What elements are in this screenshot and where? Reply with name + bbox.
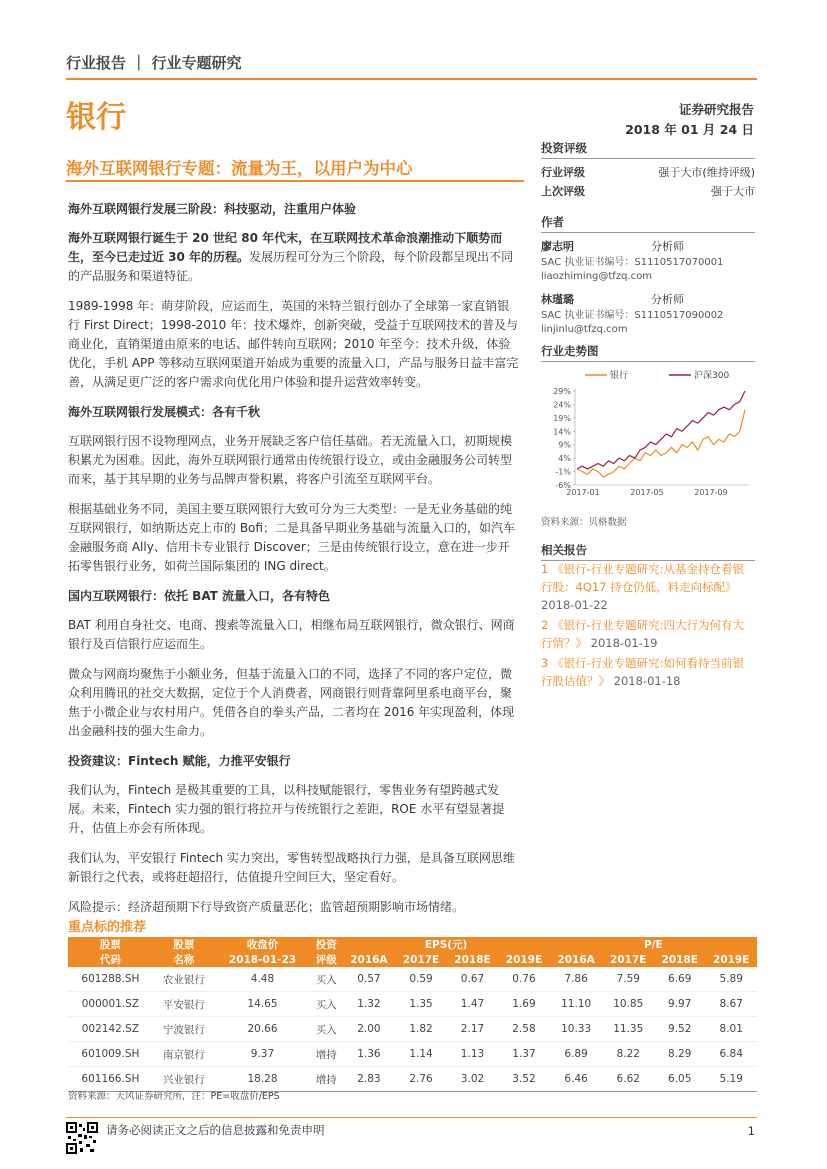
y-tick-label: 19% <box>553 413 571 423</box>
legend-label: 银行 <box>610 371 629 381</box>
section-heading-3: 国内互联网银行：依托 BAT 流量入口，各有特色 <box>68 589 331 603</box>
table-cell: 6.05 <box>654 1067 705 1092</box>
table-cell: 0.76 <box>498 967 549 992</box>
y-tick-label: 29% <box>553 387 571 396</box>
table-cell: 2.58 <box>498 1017 549 1042</box>
th: 2019E <box>498 952 549 967</box>
table-cell: 1.14 <box>395 1042 446 1067</box>
footer-divider <box>66 1117 757 1118</box>
related-list <box>541 560 755 692</box>
table-cell: 农业银行 <box>153 967 215 992</box>
y-tick-label: -1% <box>555 467 571 477</box>
th: 2019E <box>705 952 757 967</box>
table-cell: 20.66 <box>215 1017 310 1042</box>
paragraph: 1989-1998 年：萌芽阶段，应运而生，英国的米特兰银行创办了全球第一家直销银行 First Direct；1998-2010 年：技术爆炸，创新突破，受益于互联网技术的普及与商业化，直销渠道由原来的电话、邮件转向互联网；2010 年至今：技术升级，体验优化，手机 APP 等移动互联网渠道开始成为重要的流量入口，产品与服务日益丰富完善，从满足更广泛的客户需求向优化用户体验和提升运营效率转变。 <box>68 299 519 389</box>
table-cell: 11.35 <box>603 1017 654 1042</box>
th: 股票 <box>68 937 153 952</box>
table-cell: 2.76 <box>395 1067 446 1092</box>
header-divider <box>66 78 757 80</box>
related-title[interactable]: 3 《银行-行业专题研究:如何看待当前银行股估值？》 <box>541 656 744 688</box>
th: 2018-01-23 <box>215 952 310 967</box>
table-cell: 2.17 <box>447 1017 498 1042</box>
table-cell: 601288.SH <box>68 967 153 992</box>
table-cell: 9.37 <box>215 1042 310 1067</box>
analyst-name: 廖志明 <box>541 240 574 253</box>
table-cell: 8.01 <box>705 1017 757 1042</box>
th: 投资 <box>310 937 343 952</box>
industry-rating-row <box>541 163 755 182</box>
analyst-card <box>541 290 755 337</box>
y-tick-label: 9% <box>558 440 571 450</box>
related-date: 2018-01-19 <box>590 636 658 650</box>
table-cell: 8.29 <box>654 1042 705 1067</box>
paragraph: BAT 利用自身社交、电商、搜索等流量入口，相继布局互联网银行，微众银行、网商银行及百信银行应运而生。 <box>68 618 515 651</box>
analyst-sac: SAC 执业证书编号：S1110517090002 <box>541 310 724 321</box>
x-tick-label: 2017-05 <box>630 488 664 497</box>
analyst-role: 分析师 <box>651 240 684 253</box>
table-cell: 1.37 <box>498 1042 549 1067</box>
legend-label: 沪深300 <box>694 371 730 381</box>
table-cell: 18.28 <box>215 1067 310 1092</box>
related-date: 2018-01-18 <box>613 674 681 688</box>
qr-code-icon <box>66 1122 98 1154</box>
related-heading: 相关报告 <box>541 542 755 561</box>
table-cell: 平安银行 <box>153 992 215 1017</box>
prev-rating-value: 强于大市 <box>711 185 755 198</box>
table-cell: 买入 <box>310 1017 343 1042</box>
table-cell: 1.69 <box>498 992 549 1017</box>
th: 2018E <box>654 952 705 967</box>
table-cell: 宁波银行 <box>153 1017 215 1042</box>
paragraph: 我们认为，平安银行 Fintech 实力突出，零售转型战略执行力强，是具备互联网思维新银行之代表，或将赶超招行，估值提升空间巨大，坚定看好。 <box>68 851 515 884</box>
prev-rating-label: 上次评级 <box>541 185 585 198</box>
paragraph: 微众与网商均聚焦于小额业务，但基于流量入口的不同，选择了不同的客户定位，微众利用腾讯的社交大数据，定位于个人消费者，网商银行则背靠阿里系电商平台，聚焦于小微企业与农村用户。凭借各自的拳头产品，二者均在 2016 年实现盈利，体现出金融科技的强大生命力。 <box>68 667 515 738</box>
rating-panel <box>541 140 755 201</box>
table-note: 资料来源：天风证券研究所，注：PE=收盘价/EPS <box>68 1091 280 1102</box>
table-cell: 1.13 <box>447 1042 498 1067</box>
page-number: 1 <box>747 1124 755 1138</box>
stock-table <box>68 937 757 1092</box>
table-header-row-1 <box>68 937 757 952</box>
table-cell: 11.10 <box>550 992 603 1017</box>
table-cell: 14.65 <box>215 992 310 1017</box>
title-divider <box>66 180 524 182</box>
report-title: 海外互联网银行专题：流量为王，以用户为中心 <box>66 159 413 178</box>
table-cell: 买入 <box>310 992 343 1017</box>
table-cell: 兴业银行 <box>153 1067 215 1092</box>
th: 评级 <box>310 952 343 967</box>
related-date: 2018-01-22 <box>541 598 608 612</box>
related-title[interactable]: 2 《银行-行业专题研究:四大行为何有大行情？》 <box>541 618 744 650</box>
section-heading-2: 海外互联网银行发展模式：各有千秋 <box>68 405 261 419</box>
table-cell: 1.32 <box>342 992 395 1017</box>
footer-disclaimer: 请务必阅读正文之后的信息披露和免责申明 <box>106 1123 325 1137</box>
analyst-name: 林瑾璐 <box>541 293 574 306</box>
chart-source: 资料来源：贝格数据 <box>541 517 627 528</box>
table-cell: 0.59 <box>395 967 446 992</box>
y-tick-label: 4% <box>558 454 571 464</box>
sector-title: 银行 <box>66 100 126 135</box>
breadcrumb: 行业报告 ｜ 行业专题研究 <box>66 54 242 72</box>
table-cell: 002142.SZ <box>68 1017 153 1042</box>
rating-heading: 投资评级 <box>541 140 755 159</box>
related-title[interactable]: 1 《银行-行业专题研究:从基金持仓看银行股：4Q17 持仓仍低，料走向标配》 <box>541 562 744 594</box>
related-report[interactable] <box>541 560 755 614</box>
table-cell: 6.69 <box>654 967 705 992</box>
paragraph: 互联网银行因不设物理网点，业务开展缺乏客户信任基础。若无流量入口，初期规模积累尤为困难。因此，海外互联网银行通常由传统银行设立，或由金融服务公司转型而来，基于其早期的业务与品牌声誉积累，将客户引流至互联网平台。 <box>68 434 513 486</box>
table-cell: 4.48 <box>215 967 310 992</box>
table-cell: 1.35 <box>395 992 446 1017</box>
x-tick-label: 2017-01 <box>566 488 600 497</box>
table-cell: 5.89 <box>705 967 757 992</box>
table-cell: 8.67 <box>705 992 757 1017</box>
trend-heading: 行业走势图 <box>541 343 755 362</box>
paragraph: 根据基础业务不同，美国主要互联网银行大致可分为三大类型：一是无业务基础的纯互联网银行，如纳斯达克上市的 Bofi；二是具备早期业务基础与流量入口的，如汽车金融服务商 Ally、信用卡专业银行 Discover；三是由传统银行设立，意在进一步开拓零售银行业务，如荷兰国际集团的 ING direct。 <box>68 502 515 573</box>
table-cell: 增持 <box>310 1067 343 1092</box>
table-cell: 8.22 <box>603 1042 654 1067</box>
analyst-role: 分析师 <box>651 293 684 306</box>
related-report[interactable] <box>541 616 755 652</box>
table-cell: 2.83 <box>342 1067 395 1092</box>
trend-panel <box>541 343 755 366</box>
y-tick-label: 14% <box>553 427 571 437</box>
table-cell: 000001.SZ <box>68 992 153 1017</box>
table-cell: 0.67 <box>447 967 498 992</box>
table-cell: 601009.SH <box>68 1042 153 1067</box>
th: 2017E <box>395 952 446 967</box>
analyst-sac: SAC 执业证书编号：S1110517070001 <box>541 257 724 268</box>
table-cell: 3.52 <box>498 1067 549 1092</box>
table-cell: 10.85 <box>603 992 654 1017</box>
table-cell: 南京银行 <box>153 1042 215 1067</box>
series-line-bank <box>577 410 745 477</box>
table-cell: 601166.SH <box>68 1067 153 1092</box>
table-cell: 10.33 <box>550 1017 603 1042</box>
table-cell: 3.02 <box>447 1067 498 1092</box>
table-cell: 6.46 <box>550 1067 603 1092</box>
x-tick-label: 2017-09 <box>694 488 728 497</box>
th-pe: P/E <box>550 937 757 952</box>
table-header-row-2 <box>68 952 757 967</box>
table-cell: 1.36 <box>342 1042 395 1067</box>
th: 2017E <box>603 952 654 967</box>
report-date: 2018 年 01 月 24 日 <box>625 122 754 137</box>
table-cell: 0.57 <box>342 967 395 992</box>
prev-rating-row <box>541 182 755 201</box>
paragraph: 风险提示：经济超预期下行导致资产质量恶化；监管超预期影响市场情绪。 <box>68 900 465 914</box>
table-title: 重点标的推荐 <box>68 920 147 935</box>
table-cell: 7.59 <box>603 967 654 992</box>
section-heading-4: 投资建议：Fintech 赋能，力推平安银行 <box>68 754 291 768</box>
th: 股票 <box>153 937 215 952</box>
industry-rating-value: 强于大市(维持评级) <box>658 166 755 179</box>
table-cell: 买入 <box>310 967 343 992</box>
paragraph-bold: 海外互联网银行诞生于 20 世纪 80 年代末，在互联网技术革命浪潮推动下顺势而生，至今已走过近 30 年的历程。 <box>68 231 503 264</box>
table-row <box>68 1017 757 1042</box>
y-tick-label: -6% <box>555 481 571 490</box>
related-report[interactable] <box>541 654 755 690</box>
table-row <box>68 967 757 992</box>
th-eps: EPS(元) <box>342 937 549 952</box>
table-cell: 5.19 <box>705 1067 757 1092</box>
th: 2018E <box>447 952 498 967</box>
table-cell: 6.84 <box>705 1042 757 1067</box>
paragraph-rest: 发展历程可分为三个阶段，每个阶段都呈现出不同的产品服务和渠道特征。 <box>68 250 514 283</box>
table-cell: 9.97 <box>654 992 705 1017</box>
table-cell: 7.86 <box>550 967 603 992</box>
th: 收盘价 <box>215 937 310 952</box>
th: 名称 <box>153 952 215 967</box>
table-cell: 1.47 <box>447 992 498 1017</box>
table-row <box>68 1042 757 1067</box>
table-cell: 6.62 <box>603 1067 654 1092</box>
table-cell: 6.89 <box>550 1042 603 1067</box>
th: 2016A <box>342 952 395 967</box>
th: 代码 <box>68 952 153 967</box>
table-cell: 2.00 <box>342 1017 395 1042</box>
table-cell: 9.52 <box>654 1017 705 1042</box>
paragraph <box>68 229 521 286</box>
trend-chart <box>541 365 755 513</box>
section-heading-1: 海外互联网银行发展三阶段：科技驱动，注重用户体验 <box>68 202 357 216</box>
table-cell: 增持 <box>310 1042 343 1067</box>
industry-rating-label: 行业评级 <box>541 166 585 179</box>
analyst-email[interactable]: linjinlu@tfzq.com <box>541 324 628 335</box>
series-line-csi300 <box>577 391 745 469</box>
y-tick-label: 24% <box>553 400 571 410</box>
th: 2016A <box>550 952 603 967</box>
authors-heading: 作者 <box>541 214 755 233</box>
analyst-email[interactable]: liaozhiming@tfzq.com <box>541 271 652 282</box>
main-body <box>68 200 521 928</box>
table-cell: 1.82 <box>395 1017 446 1042</box>
analyst-card <box>541 237 755 284</box>
authors-panel <box>541 214 755 337</box>
table-row <box>68 992 757 1017</box>
paragraph: 我们认为，Fintech 是极其重要的工具，以科技赋能银行，零售业务有望跨越式发展。未来，Fintech 实力强的银行将拉开与传统银行之差距，ROE 水平有望显著提升，估值上亦会有所体现。 <box>68 783 505 835</box>
report-type: 证券研究报告 <box>678 102 754 117</box>
